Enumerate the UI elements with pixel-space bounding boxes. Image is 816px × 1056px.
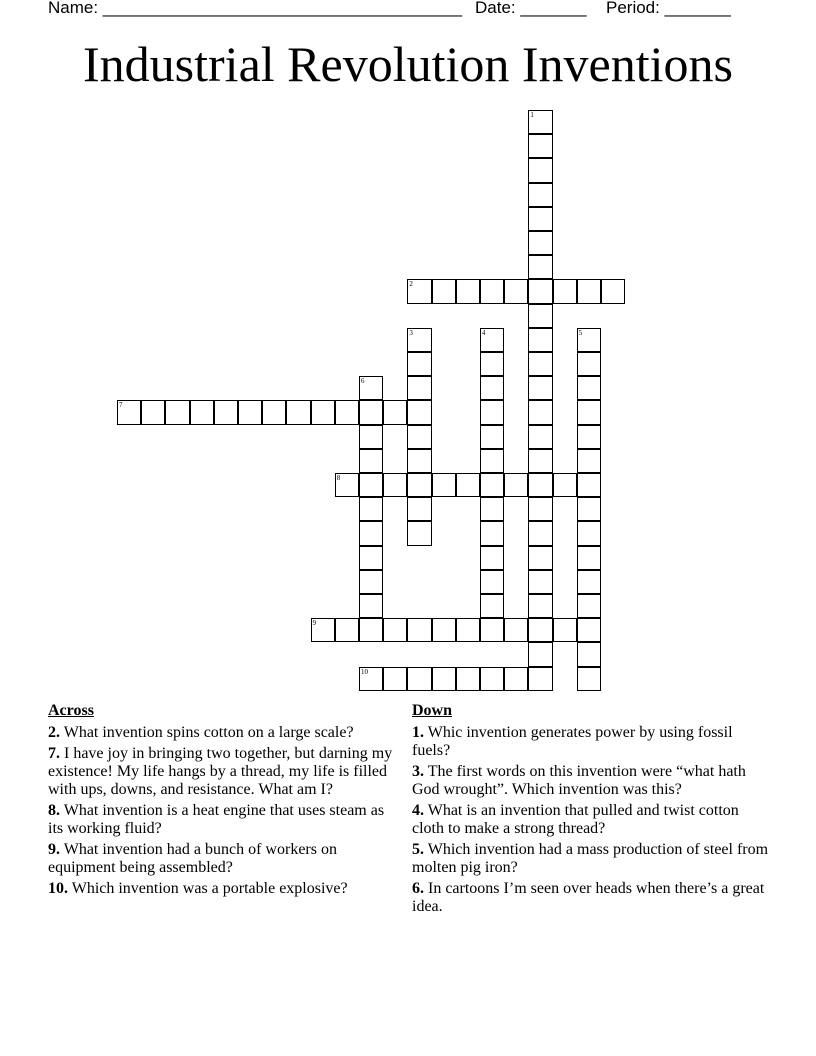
crossword-cell[interactable]	[335, 400, 359, 424]
crossword-cell[interactable]	[407, 497, 431, 521]
crossword-cell[interactable]	[528, 134, 552, 158]
across-heading: Across	[48, 702, 94, 719]
crossword-cell[interactable]	[359, 497, 383, 521]
crossword-cell[interactable]	[407, 667, 431, 691]
crossword-cell[interactable]	[504, 279, 528, 303]
crossword-cell[interactable]	[528, 546, 552, 570]
crossword-cell[interactable]	[359, 400, 383, 424]
clue-across-2	[48, 724, 398, 742]
clue-number: 7.	[48, 745, 60, 762]
crossword-cell[interactable]	[456, 667, 480, 691]
crossword-cell[interactable]	[480, 449, 504, 473]
crossword-cell[interactable]	[407, 352, 431, 376]
crossword-cell[interactable]	[407, 618, 431, 642]
crossword-cell[interactable]	[359, 449, 383, 473]
crossword-cell[interactable]	[577, 618, 601, 642]
crossword-cell[interactable]	[432, 618, 456, 642]
clue-text: In cartoons I’m seen over heads when there’s a great idea.	[412, 880, 765, 915]
down-heading: Down	[412, 702, 453, 719]
crossword-cell[interactable]	[407, 400, 431, 424]
clue-number-label: 7	[119, 401, 123, 410]
crossword-cell[interactable]	[383, 400, 407, 424]
crossword-cell[interactable]	[456, 279, 480, 303]
crossword-cell[interactable]	[262, 400, 286, 424]
crossword-cell[interactable]	[553, 279, 577, 303]
crossword-cell[interactable]	[407, 449, 431, 473]
crossword-cell[interactable]	[165, 400, 189, 424]
crossword-cell[interactable]	[528, 594, 552, 618]
crossword-cell[interactable]	[480, 497, 504, 521]
page-title: Industrial Revolution Inventions	[83, 36, 733, 92]
clue-text: What invention had a bunch of workers on equipment being assembled?	[48, 841, 337, 876]
crossword-cell[interactable]	[528, 231, 552, 255]
crossword-cell[interactable]	[117, 400, 141, 424]
crossword-cell[interactable]	[577, 546, 601, 570]
crossword-cell[interactable]	[480, 400, 504, 424]
crossword-cell[interactable]	[432, 473, 456, 497]
crossword-cell[interactable]	[577, 642, 601, 666]
crossword-cell[interactable]	[383, 667, 407, 691]
crossword-cell[interactable]	[577, 279, 601, 303]
clue-number: 4.	[412, 802, 424, 819]
crossword-cell[interactable]	[407, 279, 431, 303]
crossword-cell[interactable]	[359, 546, 383, 570]
crossword-cell[interactable]	[407, 473, 431, 497]
crossword-cell[interactable]	[359, 425, 383, 449]
crossword-cell[interactable]	[528, 328, 552, 352]
crossword-cell[interactable]	[528, 618, 552, 642]
clue-text: Which invention had a mass production of steel from molten pig iron?	[412, 841, 769, 876]
crossword-cell[interactable]	[480, 667, 504, 691]
crossword-cell[interactable]	[359, 618, 383, 642]
clue-down-6	[412, 880, 772, 916]
clue-text: Whic invention generates power by using fossil fuels?	[412, 724, 733, 759]
clue-text: Which invention was a portable explosive?	[68, 880, 348, 897]
crossword-cell[interactable]	[577, 570, 601, 594]
crossword-cell[interactable]	[335, 618, 359, 642]
clue-text: The first words on this invention were “what hath God wrought”. Which invention was this?	[412, 763, 746, 798]
crossword-cell[interactable]	[480, 594, 504, 618]
clue-number-label: 8	[336, 474, 341, 482]
crossword-cell[interactable]	[577, 400, 601, 424]
clue-number: 10.	[48, 880, 68, 897]
crossword-cell[interactable]	[528, 352, 552, 376]
crossword-cell[interactable]	[359, 521, 383, 545]
crossword-cell[interactable]	[528, 449, 552, 473]
crossword-cell[interactable]	[553, 473, 577, 497]
clue-number-label: 10	[361, 667, 368, 676]
crossword-cell[interactable]	[190, 400, 214, 424]
crossword-cell[interactable]	[504, 667, 528, 691]
crossword-cell[interactable]	[407, 376, 431, 400]
name-field-label[interactable]: Name: ______________________________________	[48, 0, 463, 17]
clue-number: 5.	[412, 841, 424, 858]
crossword-cell[interactable]	[577, 449, 601, 473]
crossword-cell[interactable]	[480, 546, 504, 570]
crossword-cell[interactable]	[383, 618, 407, 642]
crossword-cell[interactable]	[528, 255, 552, 279]
crossword-cell[interactable]	[359, 594, 383, 618]
clue-down-1	[412, 724, 772, 760]
clue-text: I have joy in bringing two together, but darning my existence! My life hangs by a thread, my life is filled with ups, downs, and resistance. What am I?	[48, 745, 393, 798]
clue-number-label: 2	[409, 280, 413, 289]
crossword-cell[interactable]	[432, 279, 456, 303]
crossword-cell[interactable]	[359, 667, 383, 691]
crossword-cell[interactable]	[528, 279, 552, 303]
crossword-cell[interactable]	[359, 473, 383, 497]
crossword-cell[interactable]	[432, 667, 456, 691]
crossword-cell[interactable]	[504, 618, 528, 642]
date-field-label[interactable]: Date: _______	[475, 0, 587, 17]
clue-down-3	[412, 763, 772, 799]
crossword-cell[interactable]	[480, 352, 504, 376]
clue-number: 6.	[412, 880, 424, 897]
crossword-cell[interactable]	[311, 400, 335, 424]
clue-number: 2.	[48, 724, 60, 741]
crossword-cell[interactable]	[577, 352, 601, 376]
clue-number: 3.	[412, 763, 424, 780]
crossword-cell[interactable]	[238, 400, 262, 424]
clue-text: What invention is a heat engine that uses steam as its working fluid?	[48, 802, 385, 837]
crossword-cell[interactable]	[456, 618, 480, 642]
crossword-cell[interactable]	[528, 376, 552, 400]
crossword-cell[interactable]	[601, 279, 625, 303]
clue-text: What invention spins cotton on a large scale?	[60, 724, 354, 741]
clue-number-label: 1	[530, 111, 534, 119]
crossword-cell[interactable]	[528, 667, 552, 691]
crossword-cell[interactable]	[480, 425, 504, 449]
crossword-cell[interactable]	[480, 328, 504, 352]
across-clues	[48, 702, 398, 901]
crossword-cell[interactable]	[577, 594, 601, 618]
crossword-cell[interactable]	[528, 400, 552, 424]
crossword-cell[interactable]	[480, 376, 504, 400]
crossword-cell[interactable]	[528, 304, 552, 328]
clue-number: 8.	[48, 802, 60, 819]
crossword-cell[interactable]	[577, 473, 601, 497]
crossword-cell[interactable]	[480, 521, 504, 545]
crossword-cell[interactable]	[528, 570, 552, 594]
clue-across-8	[48, 802, 398, 838]
clue-number: 9.	[48, 841, 60, 858]
crossword-cell[interactable]	[311, 618, 335, 642]
down-clues	[412, 702, 772, 919]
crossword-cell[interactable]	[528, 207, 552, 231]
clue-down-5	[412, 841, 772, 877]
crossword-cell[interactable]	[335, 473, 359, 497]
crossword-cell[interactable]	[577, 497, 601, 521]
crossword-cell[interactable]	[528, 497, 552, 521]
crossword-cell[interactable]	[528, 183, 552, 207]
clue-across-10	[48, 880, 398, 898]
crossword-cell[interactable]	[577, 376, 601, 400]
crossword-cell[interactable]	[359, 376, 383, 400]
crossword-cell[interactable]	[456, 473, 480, 497]
crossword-cell[interactable]	[383, 473, 407, 497]
crossword-cell[interactable]	[553, 618, 577, 642]
crossword-cell[interactable]	[577, 667, 601, 691]
crossword-cell[interactable]	[528, 521, 552, 545]
crossword-cell[interactable]	[577, 425, 601, 449]
crossword-cell[interactable]	[528, 425, 552, 449]
clue-across-7	[48, 745, 398, 799]
clue-down-4	[412, 802, 772, 838]
crossword-cell[interactable]	[577, 328, 601, 352]
clue-across-9	[48, 841, 398, 877]
crossword-cell[interactable]	[480, 279, 504, 303]
clue-number-label: 6	[361, 377, 365, 386]
crossword-cell[interactable]	[528, 158, 552, 182]
crossword-cell[interactable]	[577, 521, 601, 545]
crossword-cell[interactable]	[141, 400, 165, 424]
crossword-cell[interactable]	[286, 400, 310, 424]
crossword-cell[interactable]	[407, 328, 431, 352]
clue-number-label: 9	[312, 619, 317, 628]
crossword-cell[interactable]	[528, 110, 552, 134]
crossword-cell[interactable]	[407, 425, 431, 449]
clue-number-label: 5	[578, 328, 583, 337]
clue-text: What is an invention that pulled and twist cotton cloth to make a strong thread?	[412, 802, 739, 837]
clue-number-label: 4	[482, 328, 486, 337]
clue-number-label: 3	[409, 328, 413, 337]
crossword-cell[interactable]	[359, 570, 383, 594]
crossword-cell[interactable]	[528, 642, 552, 666]
crossword-cell[interactable]	[504, 473, 528, 497]
clue-number: 1.	[412, 724, 424, 741]
crossword-cell[interactable]	[480, 570, 504, 594]
period-field-label[interactable]: Period: _______	[606, 0, 731, 17]
crossword-cell[interactable]	[407, 521, 431, 545]
crossword-cell[interactable]	[480, 618, 504, 642]
crossword-cell[interactable]	[480, 473, 504, 497]
crossword-cell[interactable]	[214, 400, 238, 424]
crossword-cell[interactable]	[528, 473, 552, 497]
